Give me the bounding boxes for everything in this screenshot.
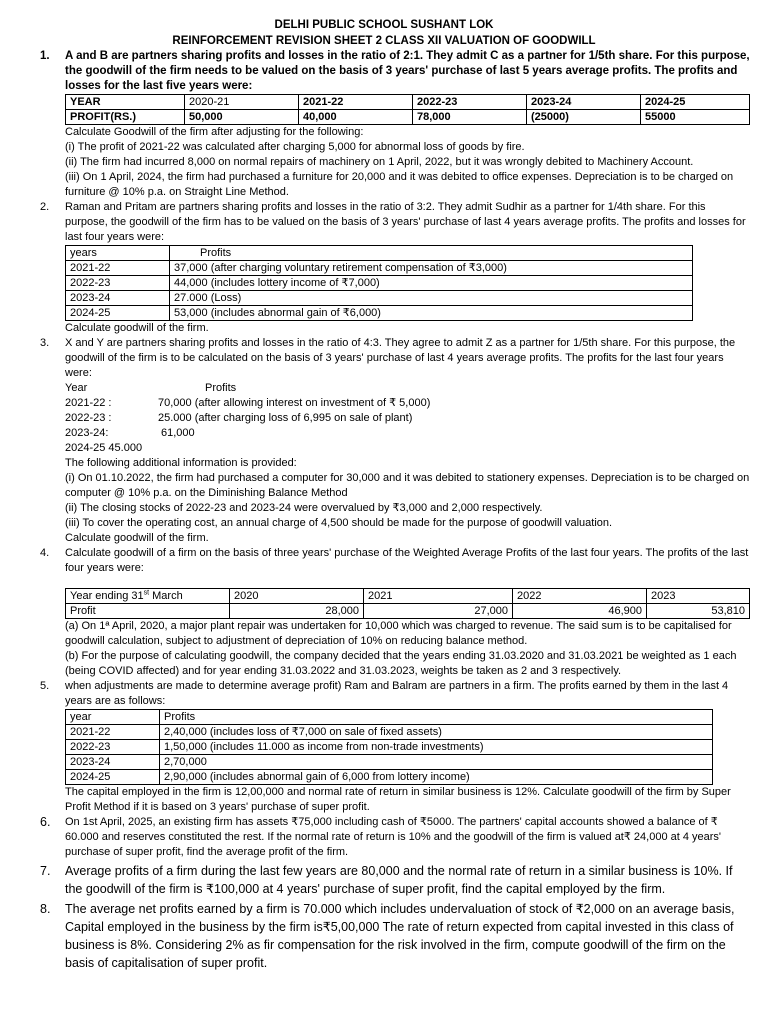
- text-line: (b) For the purpose of calculating goodwill, the company decided that the years ending 31.03.2020 and 31.03.2021 be weighted as 1 each (being COVID affected) and for year ending 31.03.2022 and 31.03.2023, weights be taken as 2 and 3 respectively.: [65, 650, 737, 677]
- school-name: DELHI PUBLIC SCHOOL SUSHANT LOK: [274, 19, 494, 31]
- table-row: [66, 276, 693, 291]
- table-cell: Profit: [66, 604, 230, 619]
- text-line: (iii) To cover the operating cost, an annual charge of 4,500 should be made for the purpose of goodwill valuation.: [65, 517, 613, 529]
- text-line: (i) The profit of 2021-22 was calculated after charging 5,000 for abnormal loss of goods by fire.: [65, 141, 525, 153]
- worksheet-header: [0, 0, 768, 49]
- text-line: (iii) On 1 April, 2024, the firm had purchased a furniture for 20,000 and it was debited to office expenses. Depreciation is to be charged on furniture @ 10% p.a. on Straight Line Method.: [65, 171, 734, 198]
- table-cell: (25000): [527, 110, 641, 125]
- table-cell: 2,90,000 (includes abnormal gain of 6,000 from lottery income): [160, 770, 713, 785]
- question-5: [0, 679, 768, 709]
- q5-table-wrap: [0, 709, 768, 785]
- q2-profit-table: [65, 245, 693, 321]
- table-cell: 50,000: [185, 110, 299, 125]
- text-line: (i) On 01.10.2022, the firm had purchased a computer for 30,000 and it was debited to stationery expenses. Depreciation is to be charged on computer @ 10% p.a. on the Diminishing Balance Method: [65, 472, 750, 499]
- table-cell: 53,810: [647, 604, 750, 619]
- table-cell: 2021-22: [66, 261, 170, 276]
- question-text: X and Y are partners sharing profits and losses in the ratio of 4:3. They agree to admit Z as a partner for 1/5th share. For this purpose, the goodwill of the firm is to be calculated on the basis of 3 years' purchase of last 4 years average profits. The profits for the last four years were:: [65, 337, 736, 379]
- sheet-title: REINFORCEMENT REVISION SHEET 2 CLASS XII VALUATION OF GOODWILL: [172, 35, 596, 47]
- question-number: 7.: [40, 864, 51, 878]
- table-cell: 2020: [230, 589, 364, 604]
- table-cell: 2020-21: [185, 95, 299, 110]
- table-cell: 2023-24: [66, 755, 160, 770]
- list-value: 61,000: [161, 427, 195, 439]
- question-4: [0, 546, 768, 576]
- table-row: [66, 755, 713, 770]
- text-line: Calculate goodwill of the firm.: [65, 532, 209, 544]
- text-line: The following additional information is provided:: [65, 457, 297, 469]
- question-number: 3.: [40, 337, 50, 349]
- list-item: [65, 411, 750, 426]
- text-line: Calculate Goodwill of the firm after adjusting for the following:: [65, 126, 364, 138]
- question-text: On 1st April, 2025, an existing firm has assets ₹75,000 including cash of ₹5000. The partners' capital accounts showed a balance of ₹ 60.000 and reserves constituted the rest. If the normal rate of return is 10% and the goodwill of the firm is valued at₹ 24,000 at 4 years' purchase of super profit, find the average profit of the firm.: [65, 816, 722, 858]
- q2-table-wrap: [0, 245, 768, 321]
- question-text: The average net profits earned by a firm is 70.000 which includes undervaluation of stock of ₹2,000 on an average basis, Capital employed in the business by the firm is₹5,00,000 The rate of return expected from capital invested in this class of business is 8%. Considering 2% as fir compensation for the risk involved in the firm, compute goodwill of the firm on the basis of capitalisation of super profit.: [65, 902, 735, 970]
- question-text: Calculate goodwill of a firm on the basis of three years' purchase of the Weighted Average Profits of the last four years. The profits of the last four years were:: [65, 547, 749, 574]
- table-row: [66, 740, 713, 755]
- list-year: 2021-22 :: [65, 397, 112, 409]
- table-cell: 2022-23: [66, 740, 160, 755]
- table-row: [66, 725, 713, 740]
- table-cell: 2022-23: [66, 276, 170, 291]
- table-cell: 2,40,000 (includes loss of ₹7,000 on sale of fixed assets): [160, 725, 713, 740]
- table-cell: 2021-22: [66, 725, 160, 740]
- q1-profit-table: [65, 94, 750, 125]
- table-cell: Profits: [170, 246, 693, 261]
- text-line: Calculate goodwill of the firm.: [65, 322, 209, 334]
- table-row: [66, 110, 750, 125]
- question-text: when adjustments are made to determine average profit) Ram and Balram are partners in a firm. The profits earned by them in the last 4 years are as follows:: [65, 680, 729, 707]
- question-number: 8.: [40, 902, 51, 916]
- table-cell: 2024-25: [641, 95, 750, 110]
- table-cell: 27.000 (Loss): [170, 291, 693, 306]
- q5-instruction: [0, 785, 768, 815]
- question-number: 1.: [40, 50, 50, 62]
- list-item: [65, 426, 750, 441]
- text-line: The capital employed in the firm is 12,00,000 and normal rate of return in similar business is 12%. Calculate goodwill of the firm by Super Profit Method if it is based on 3 years' purchase of super profit.: [65, 786, 731, 813]
- table-cell: 46,900: [513, 604, 647, 619]
- list-item: [65, 396, 750, 411]
- q2-instruction: [0, 321, 768, 336]
- table-cell: 2021: [364, 589, 513, 604]
- table-row: [66, 604, 750, 619]
- question-3: [0, 336, 768, 546]
- q4-table-wrap: [0, 588, 768, 619]
- question-text: Average profits of a firm during the last few years are 80,000 and the normal rate of return in a similar business is 10%. If the goodwill of the firm is ₹100,000 at 4 years' purchase of super profit, find the capital employed by the firm.: [65, 864, 733, 896]
- q4-adjustments: [0, 619, 768, 679]
- table-cell: 2024-25: [66, 770, 160, 785]
- table-cell: 2022: [513, 589, 647, 604]
- table-cell: 2023-24: [527, 95, 641, 110]
- year-label-post: March: [149, 590, 183, 602]
- table-cell: 2,70,000: [160, 755, 713, 770]
- q5-profit-table: [65, 709, 713, 785]
- table-row: [66, 246, 693, 261]
- table-cell: 55000: [641, 110, 750, 125]
- question-number: 4.: [40, 547, 50, 559]
- table-cell: 53,000 (includes abnormal gain of ₹6,000): [170, 306, 693, 321]
- list-head: Profits: [205, 382, 237, 394]
- question-7: [0, 862, 768, 898]
- table-cell: year: [66, 710, 160, 725]
- list-value: 70,000 (after allowing interest on investment of ₹ 5,000): [158, 397, 431, 409]
- question-8: [0, 900, 768, 972]
- question-2: [0, 200, 768, 245]
- table-row: [66, 261, 693, 276]
- list-year: 2022-23 :: [65, 412, 112, 424]
- table-row: [66, 306, 693, 321]
- question-6: [0, 815, 768, 860]
- table-cell: 2024-25: [66, 306, 170, 321]
- table-cell: 28,000: [230, 604, 364, 619]
- q1-table-wrap: [0, 94, 768, 125]
- table-cell: Profits: [160, 710, 713, 725]
- table-cell: [66, 589, 230, 604]
- table-cell: 2021-22: [299, 95, 413, 110]
- table-cell: PROFIT(RS.): [66, 110, 185, 125]
- table-cell: 2022-23: [413, 95, 527, 110]
- table-cell: 27,000: [364, 604, 513, 619]
- table-row: [66, 710, 713, 725]
- question-number: 5.: [40, 680, 50, 692]
- list-year: 2023-24:: [65, 427, 109, 439]
- table-row: [66, 95, 750, 110]
- table-row: [66, 770, 713, 785]
- question-1: [0, 49, 768, 94]
- table-cell: 44,000 (includes lottery income of ₹7,000): [170, 276, 693, 291]
- year-label: Year ending 31: [70, 590, 144, 602]
- q4-profit-table: [65, 588, 750, 619]
- table-cell: 78,000: [413, 110, 527, 125]
- list-item: 2024-25 45.000: [65, 442, 143, 454]
- table-cell: 37,000 (after charging voluntary retirement compensation of ₹3,000): [170, 261, 693, 276]
- question-text: Raman and Pritam are partners sharing profits and losses in the ratio of 3:2. They admit Sudhir as a partner for 1/4th share. For this purpose, the goodwill of the firm has to be valued on the basis of 3 years' purchase of last 4 years average profits. The profits and losses for last four years were:: [65, 201, 746, 243]
- text-line: (ii) The closing stocks of 2022-23 and 2023-24 were overvalued by ₹3,000 and 2,000 respectively.: [65, 502, 543, 514]
- q3-list-header: [65, 381, 750, 396]
- question-number: 6.: [40, 815, 51, 829]
- table-cell: 2023-24: [66, 291, 170, 306]
- list-value: 25.000 (after charging loss of 6,995 on sale of plant): [158, 412, 413, 424]
- question-number: 2.: [40, 201, 50, 213]
- list-head: Year: [65, 382, 88, 394]
- table-cell: 1,50,000 (includes 11.000 as income from non-trade investments): [160, 740, 713, 755]
- text-line: (a) On 1ª April, 2020, a major plant repair was undertaken for 10,000 which was charged to revenue. The said sum is to be capitalised for goodwill calculation, subject to adjustment of depreciation of 10% on reducing balance method.: [65, 620, 732, 647]
- q1-adjustments: [0, 125, 768, 200]
- table-cell: YEAR: [66, 95, 185, 110]
- year-label-sup: st: [143, 589, 150, 597]
- question-text: A and B are partners sharing profits and losses in the ratio of 2:1. They admit C as a partner for 1/5th share. For this purpose, the goodwill of the firm needs to be valued on the basis of 3 years' purchase of last 5 years average profits. The profits and losses for the last five years were:: [65, 50, 750, 92]
- table-row: [66, 291, 693, 306]
- text-line: (ii) The firm had incurred 8,000 on normal repairs of machinery on 1 April, 2022, but it was wrongly debited to Machinery Account.: [65, 156, 694, 168]
- table-row: [66, 589, 750, 604]
- table-cell: years: [66, 246, 170, 261]
- table-cell: 40,000: [299, 110, 413, 125]
- table-cell: 2023: [647, 589, 750, 604]
